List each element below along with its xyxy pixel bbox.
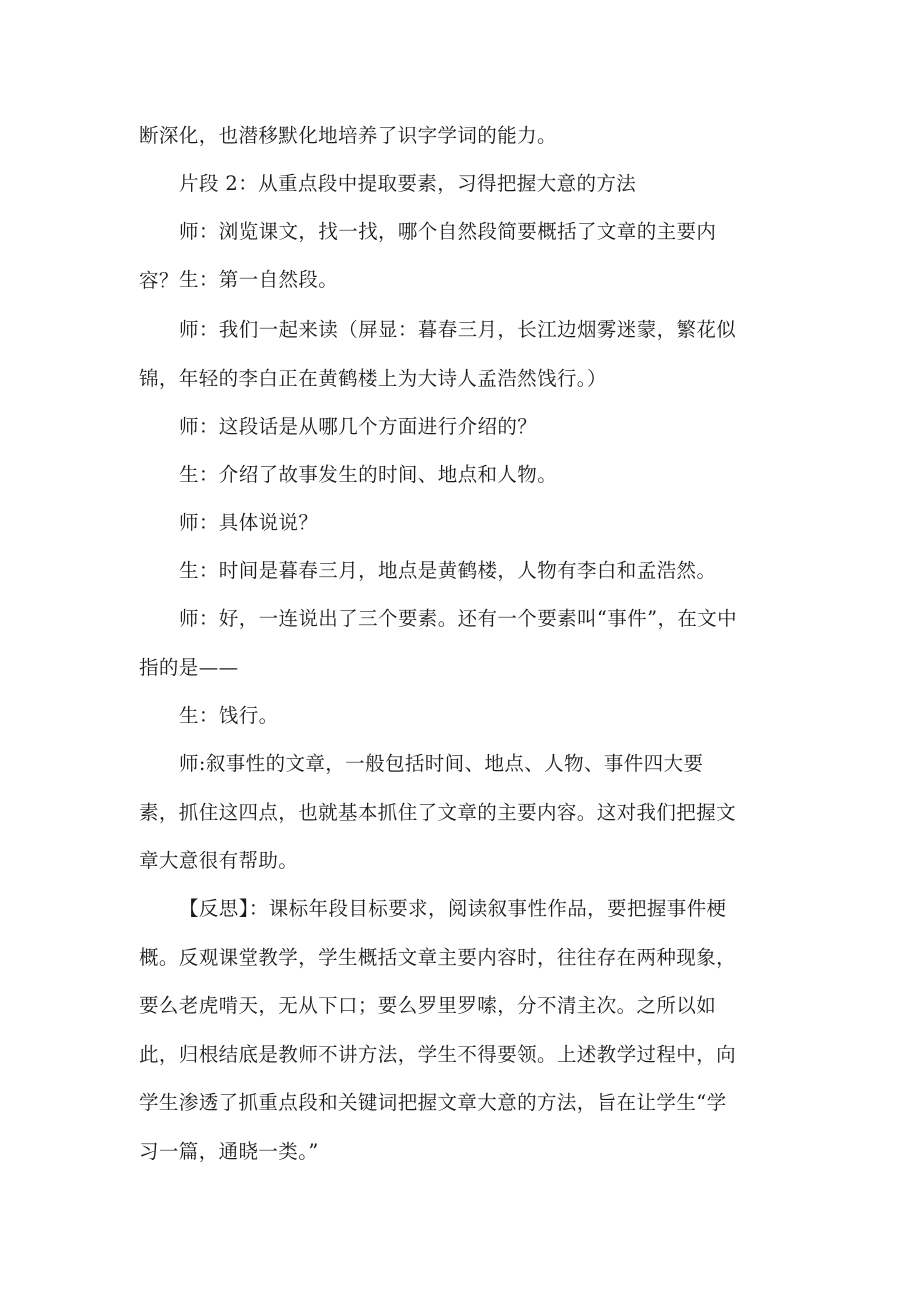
dialogue-student: 生：饯行。 bbox=[179, 704, 279, 727]
paragraph-continuation: 断深化，也潜移默化地培养了识字学词的能力。 bbox=[139, 124, 557, 147]
dialogue-teacher: 师:叙事性的文章，一般包括时间、地点、人物、事件四大要素，抓住这四点，也就基本抓住了文章的主要内容。这对我们把握文章大意很有帮助。 bbox=[139, 752, 737, 872]
section-heading: 片段 2：从重点段中提取要素，习得把握大意的方法 bbox=[179, 172, 637, 195]
reflection-paragraph: 【反思】：课标年段目标要求，阅读叙事性作品，要把握事件梗概。反观课堂教学，学生概括文章主要内容时，往往存在两种现象，要么老虎啃天，无从下口；要么罗里罗嗦，分不清主次。之所以如此，归根结底是教师不讲方法，学生不得要领。上述教学过程中，向学生渗透了抓重点段和关键词把握文章大意的方法，旨在让学生“学习一篇，通晓一类。” bbox=[139, 897, 737, 1163]
dialogue-teacher: 师：浏览课文，找一找，哪个自然段简要概括了文章的主要内容？ bbox=[139, 220, 717, 292]
dialogue-teacher: 师：具体说说？ bbox=[179, 511, 319, 534]
dialogue-student: 生：介绍了故事发生的时间、地点和人物。 bbox=[179, 463, 558, 486]
dialogue-teacher: 师：这段话是从哪几个方面进行介绍的？ bbox=[179, 415, 538, 438]
dialogue-student: 生：第一自然段。 bbox=[179, 268, 339, 291]
dialogue-student: 生：时间是暮春三月，地点是黄鹤楼，人物有李白和孟浩然。 bbox=[179, 559, 717, 582]
dialogue-teacher: 师：我们一起来读（屏显：暮春三月，长江边烟雾迷蒙，繁花似锦，年轻的李白正在黄鹤楼上为大诗人孟浩然饯行。） bbox=[139, 318, 737, 390]
dialogue-teacher: 师：好，一连说出了三个要素。还有一个要素叫“事件”，在文中指的是—— bbox=[139, 607, 738, 679]
